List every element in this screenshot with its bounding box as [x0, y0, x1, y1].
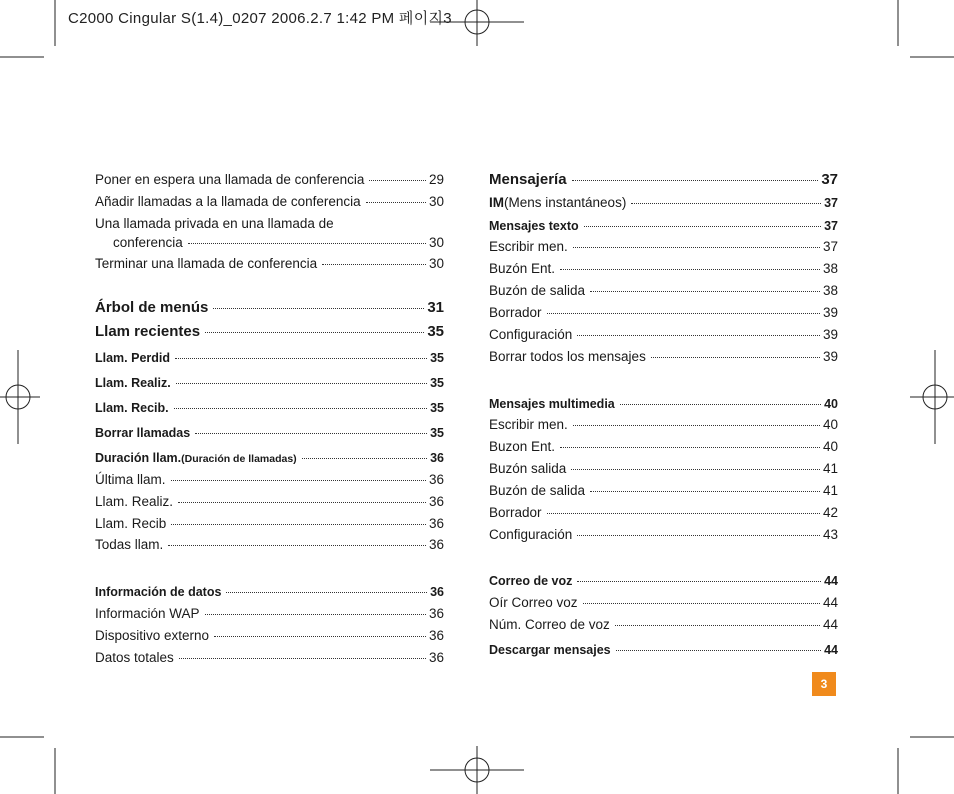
toc-entry	[489, 261, 838, 277]
toc-entry-page: 44	[822, 595, 838, 610]
toc-subsection	[489, 642, 838, 658]
toc-subsection	[95, 350, 444, 366]
toc-entry-title: Buzón de salida	[489, 283, 586, 298]
toc-entry-page: 35	[430, 376, 444, 390]
toc-entry	[95, 606, 444, 622]
toc-entry-title: Última llam.	[95, 472, 166, 487]
toc-entry	[95, 472, 444, 488]
toc-subsection	[489, 218, 838, 234]
toc-subsection	[95, 400, 444, 416]
toc-entry-page: 37	[821, 171, 838, 188]
toc-entry	[95, 650, 444, 666]
toc-entry-page: 35	[430, 351, 444, 365]
toc-entry-title: Escribir men.	[489, 417, 568, 432]
toc-entry-title: Todas llam.	[95, 537, 164, 552]
toc-entry	[95, 235, 444, 251]
toc-entry-page: 40	[822, 417, 838, 432]
toc-entry-title: Llam. Realiz.	[95, 494, 174, 509]
toc-entry-page: 39	[822, 349, 838, 364]
toc-entry-title: Núm. Correo de voz	[489, 617, 610, 632]
toc-entry-page: 38	[822, 283, 838, 298]
toc-entry-page: 40	[822, 439, 838, 454]
toc-entry-page: 44	[824, 574, 838, 588]
toc-entry	[489, 527, 838, 543]
toc-entry-title: Oír Correo voz	[489, 595, 578, 610]
toc-subsection	[489, 396, 838, 412]
toc-entry-page: 36	[430, 451, 444, 465]
toc-entry-page: 38	[822, 261, 838, 276]
toc-entry-title: Llam. Realiz.	[95, 376, 171, 390]
toc-entry-page: 35	[430, 426, 444, 440]
toc-entry-page: 29	[428, 172, 444, 187]
toc-entry-title: Buzón salida	[489, 461, 567, 476]
toc-entry-title: Árbol de menús	[95, 299, 209, 316]
page-number-badge: 3	[812, 672, 836, 696]
toc-entry-title: Correo de voz	[489, 574, 573, 588]
toc-entry-title: Llam. Perdid	[95, 351, 171, 365]
toc-entry-title: Dispositivo externo	[95, 628, 210, 643]
print-header: C2000 Cingular S(1.4)_0207 2006.2.7 1:42 PM 페이지3	[68, 10, 452, 27]
toc-entry-page: 37	[822, 239, 838, 254]
toc-entry-title: Borrar llamadas	[95, 426, 191, 440]
toc-entry-title: Borrar todos los mensajes	[489, 349, 646, 364]
toc-entry-page: 37	[824, 196, 838, 210]
toc-entry-page: 30	[428, 256, 444, 271]
toc-entry-page: 39	[822, 327, 838, 342]
toc-entry-title: Buzon Ent.	[489, 439, 556, 454]
toc-entry-subtitle: (Mens instantáneos)	[504, 195, 627, 210]
toc-entry-title: Configuración	[489, 527, 573, 542]
toc-entry	[489, 327, 838, 343]
toc-entry-title: Añadir llamadas a la llamada de conferencia	[95, 194, 361, 209]
toc-entry	[489, 349, 838, 365]
toc-entry-title: Una llamada privada en una llamada de	[95, 216, 334, 231]
toc-entry-page: 36	[428, 516, 444, 531]
toc-entry-page: 36	[428, 537, 444, 552]
toc-entry	[489, 505, 838, 521]
toc-entry	[489, 595, 838, 611]
toc-entry	[489, 239, 838, 255]
toc-entry-page: 42	[822, 505, 838, 520]
toc-entry-title: Mensajes multimedia	[489, 397, 615, 411]
toc-entry-title: Borrador	[489, 305, 542, 320]
toc-entry-page: 44	[824, 643, 838, 657]
toc-entry-title: Duración llam.(Duración de llamadas)	[95, 451, 297, 465]
toc-entry-page: 40	[824, 397, 838, 411]
toc-entry-page: 31	[427, 299, 444, 316]
toc-entry-title: Información WAP	[95, 606, 200, 621]
toc-entry-title: Configuración	[489, 327, 573, 342]
toc-entry-page: 30	[428, 194, 444, 209]
toc-entry-page: 36	[430, 585, 444, 599]
toc-entry	[95, 628, 444, 644]
toc-entry-page: 36	[428, 606, 444, 621]
toc-entry-title: Llam. Recib.	[95, 401, 169, 415]
toc-entry-page: 41	[822, 461, 838, 476]
toc-entry	[489, 283, 838, 299]
toc-entry	[95, 256, 444, 272]
toc-entry-title: Datos totales	[95, 650, 174, 665]
toc-entry-page: 37	[824, 219, 838, 233]
toc-entry-page: 30	[428, 235, 444, 250]
toc-entry-title: Mensajes texto	[489, 219, 579, 233]
toc-entry-title: Llam recientes	[95, 323, 201, 340]
toc-entry-title: Llam. Recib	[95, 516, 167, 531]
toc-section	[489, 172, 838, 188]
toc-subsection	[489, 573, 838, 589]
toc-entry-subtitle: (Duración de llamadas)	[181, 453, 297, 465]
toc-entry-page: 44	[822, 617, 838, 632]
toc-entry-title: Terminar una llamada de conferencia	[95, 256, 318, 271]
toc-entry-page: 36	[428, 494, 444, 509]
toc-entry-title: Buzón Ent.	[489, 261, 556, 276]
toc-entry	[489, 417, 838, 433]
toc-entry	[95, 172, 444, 188]
toc-subsection	[95, 375, 444, 391]
toc-entry-page: 35	[427, 323, 444, 340]
toc-entry	[95, 516, 444, 532]
toc-entry-title: Escribir men.	[489, 239, 568, 254]
toc-entry	[489, 439, 838, 455]
toc-entry	[95, 494, 444, 510]
toc-entry	[489, 617, 838, 633]
toc-entry	[95, 194, 444, 210]
toc-entry	[489, 461, 838, 477]
toc-subsection	[95, 584, 444, 600]
toc-entry-title: Descargar mensajes	[489, 643, 611, 657]
toc-entry-page: 39	[822, 305, 838, 320]
toc-entry-page: 36	[428, 650, 444, 665]
toc-entry-page: 36	[428, 472, 444, 487]
toc-entry-page: 36	[428, 628, 444, 643]
toc-entry-page: 43	[822, 527, 838, 542]
toc-entry-page: 35	[430, 401, 444, 415]
toc-subsection	[489, 195, 838, 211]
toc-entry	[489, 483, 838, 499]
toc-entry-page: 41	[822, 483, 838, 498]
toc-subsection	[95, 450, 444, 467]
toc-entry-title: Mensajería	[489, 171, 567, 188]
toc-entry	[489, 305, 838, 321]
toc-entry	[95, 537, 444, 553]
toc-entry-title: IM	[489, 195, 504, 210]
toc-section	[95, 300, 444, 316]
toc-entry-title: Poner en espera una llamada de conferencia	[95, 172, 365, 187]
toc-entry-title: Borrador	[489, 505, 542, 520]
toc-subsection	[95, 425, 444, 441]
toc-entry-title: Información de datos	[95, 585, 222, 599]
toc-entry-title: Buzón de salida	[489, 483, 586, 498]
toc-section	[95, 324, 444, 340]
toc-entry-title: conferencia	[113, 235, 183, 250]
